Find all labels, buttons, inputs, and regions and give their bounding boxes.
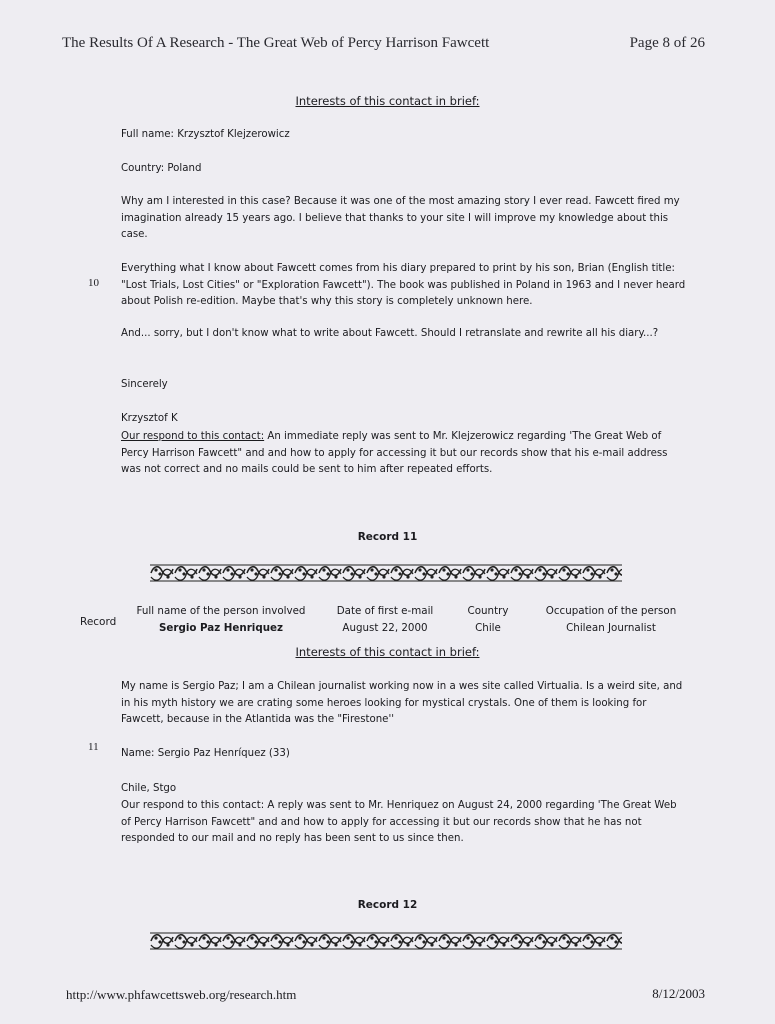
record10-heading: Interests of this contact in brief: [295,94,480,108]
record10-everything-paragraph: Everything what I know about Fawcett comes from his diary prepared to print by his son, Brian (English title: "Lost Trials, Lost Cities" or "Exploration Fawcett"). The book was published in Poland in 1963 and I never heard about Polish re-edition. Maybe that's why this story is completely unknown here. [121,263,686,307]
record10-fullname: Full name: Krzysztof Klejzerowicz [121,129,290,140]
record10-why-paragraph: Why am I interested in this case? Because it was one of the most amazing story I ever read. Fawcett fired my imagination already 15 years ago. I believe that thanks to your site I will improve my knowledge about this case. [121,196,680,240]
record11-name-line: Name: Sergio Paz Henríquez (33) [121,748,290,759]
record11-title: Record 11 [357,531,418,543]
record11-respond-paragraph: Our respond to this contact: A reply was sent to Mr. Henriquez on August 24, 2000 regarding 'The Great Web of Percy Harrison Fawcett" and and how to apply for accessing it but our records show that he has not responded to our mail and no reply has been sent to us since then. [121,800,677,844]
record10-country: Country: Poland [121,163,202,174]
record10-respond-text: An immediate reply was sent to Mr. Klejzerowicz regarding 'The Great Web of Percy Harrison Fawcett" and and how to apply for accessing it but our records show that his e-mail address was not correct and no mails could be sent to him after repeated efforts. [121,431,668,475]
record10-respond-paragraph [121,429,689,479]
record11-side-label: Record [80,616,117,628]
record10-sincerely: Sincerely [121,379,168,390]
ornament-divider-icon [150,562,622,584]
footer-date: 8/12/2003 [652,986,705,1001]
record12-title: Record 12 [357,899,418,911]
record11-col-country-header: Country [467,605,509,617]
record10-signature: Krzysztof K [121,413,178,424]
header-page-number: Page 8 of 26 [629,35,705,51]
record11-col-name [130,605,312,634]
record11-col-country [458,605,518,634]
ornament-divider-icon [150,930,622,952]
record11-col-occupation [536,605,686,634]
header-title: The Results Of A Research - The Great Web of Percy Harrison Fawcett [62,35,490,51]
record11-col-date-header: Date of first e-mail [336,605,434,617]
record11-col-date [326,605,444,634]
record11-country-value: Chile [475,622,501,634]
record10-respond-label: Our respond to this contact: [121,431,265,442]
record11-number: 11 [88,741,99,753]
record11-col-occupation-header: Occupation of the person [545,605,677,617]
record11-heading: Interests of this contact in brief: [295,645,480,659]
record11-col-name-header: Full name of the person involved [136,605,306,617]
record11-date-value: August 22, 2000 [342,622,428,634]
record11-location: Chile, Stgo [121,783,177,794]
record10-number: 10 [88,277,99,289]
record11-occupation-value: Chilean Journalist [566,622,656,634]
footer-url: http://www.phfawcettsweb.org/research.htm [66,987,297,1002]
record11-name-value: Sergio Paz Henriquez [158,622,284,634]
record10-and-paragraph: And... sorry, but I don't know what to write about Fawcett. Should I retranslate and rewrite all his diary...? [121,328,659,339]
record11-intro-paragraph: My name is Sergio Paz; I am a Chilean journalist working now in a wes site called Virtualia. Is a weird site, and in his myth history we are crating some heroes looking for mystical crystals. One of them is looking for Fawcett, because in the Atlantida was the "Firestone'' [121,681,683,725]
